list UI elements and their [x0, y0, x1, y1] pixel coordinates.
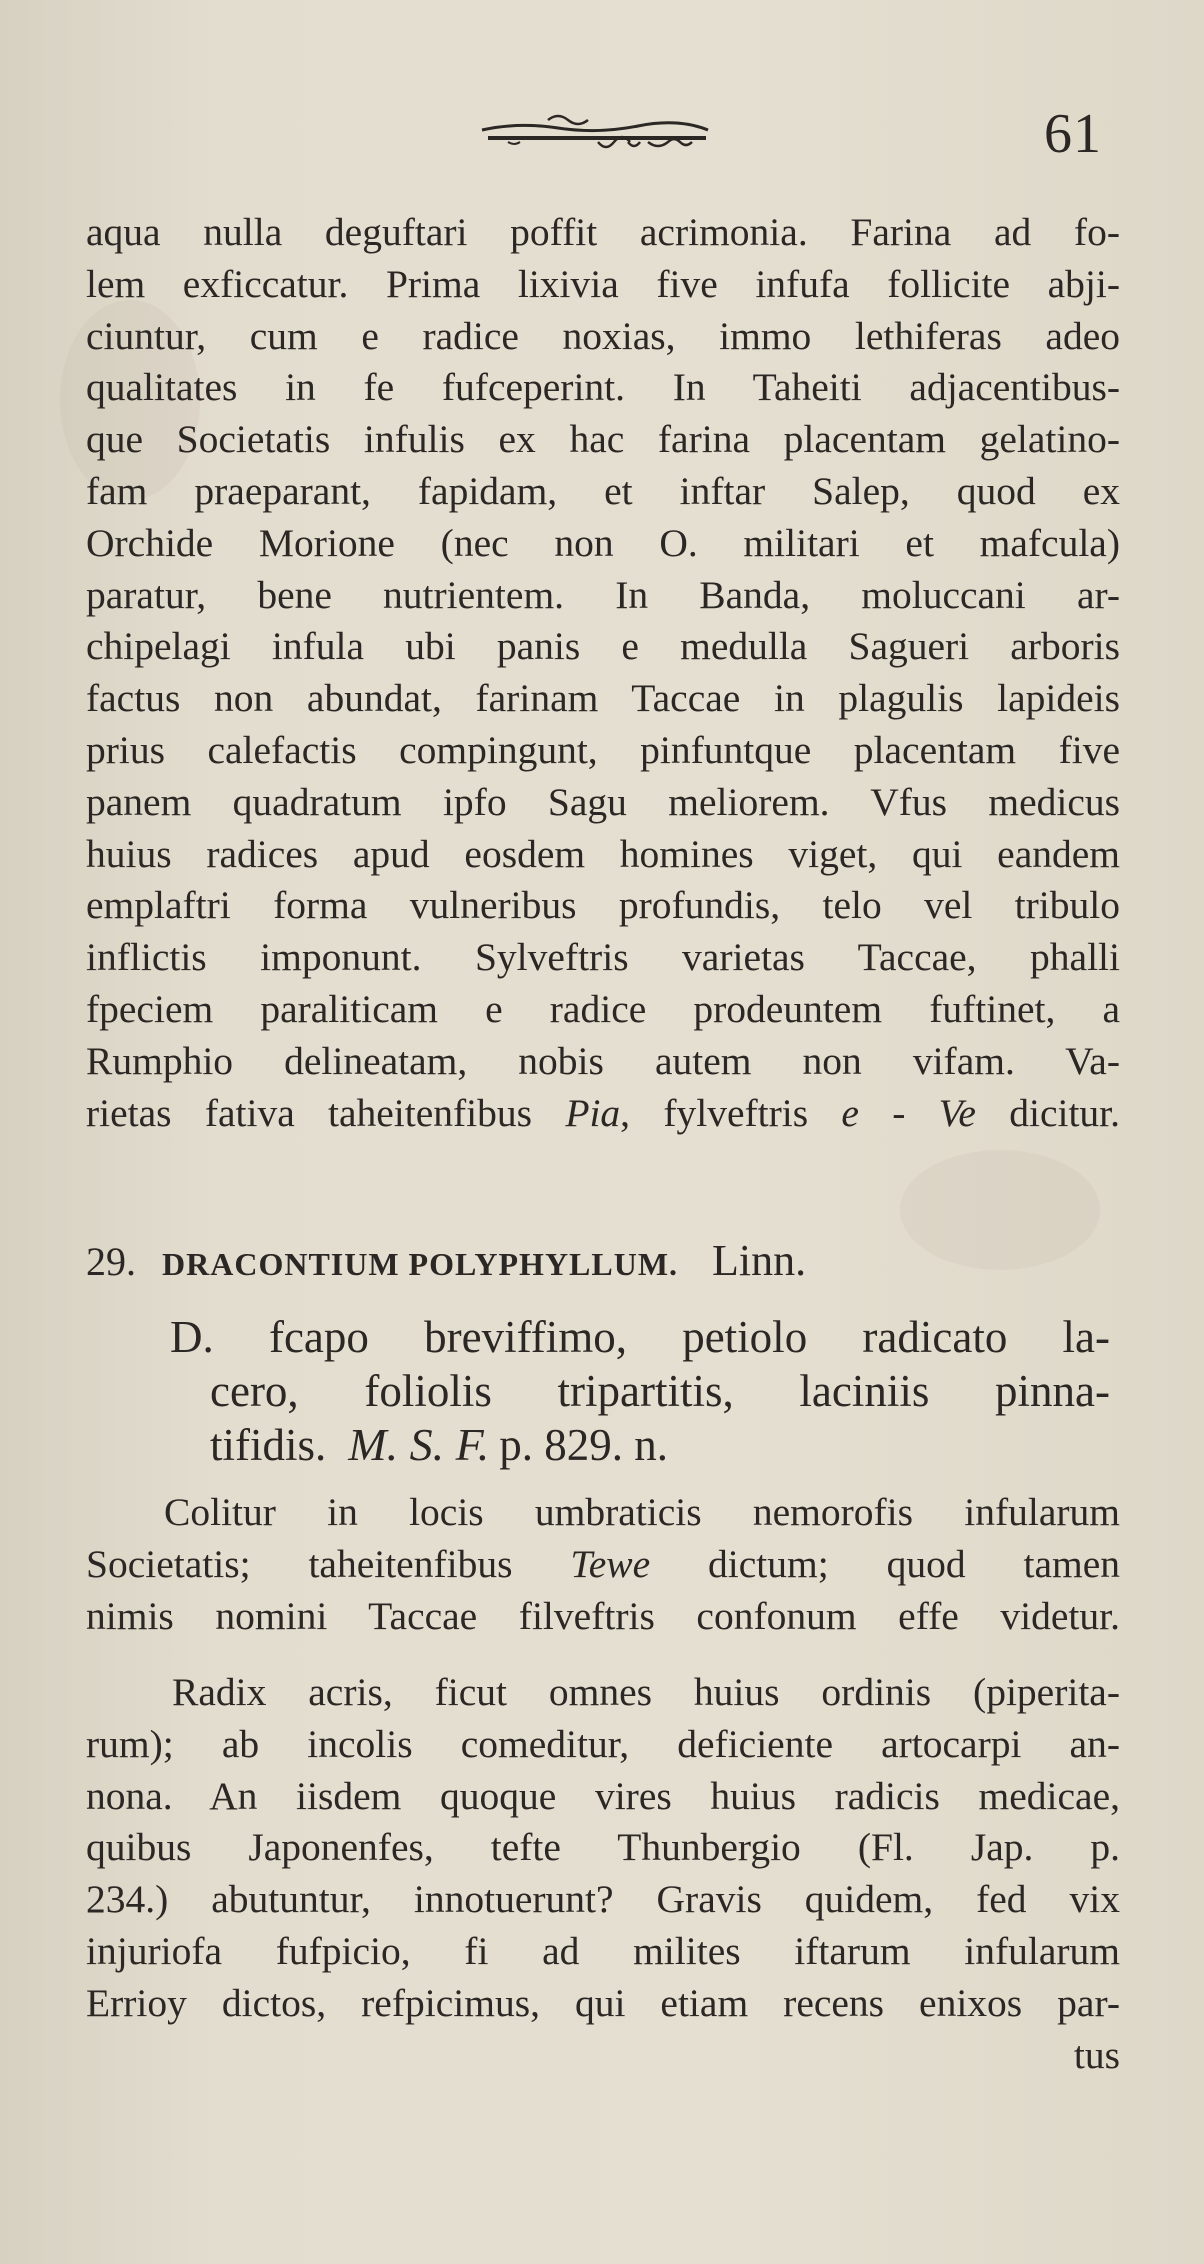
text-line: paratur, bene nutrientem. In Banda, moluccani ar- [86, 572, 1120, 617]
text-line: que Societatis infulis ex hac farina placentam gelatino- [86, 417, 1120, 462]
text-line [86, 1539, 1120, 1591]
paragraph-tacca [86, 207, 1120, 1139]
text-line: huius radices apud eosdem homines viget, qui eandem [86, 831, 1120, 876]
page-reference: p. 829. n. [499, 1420, 669, 1470]
text-fragment: rietas fativa taheitenfibus [86, 1090, 533, 1135]
text-line-final [86, 1088, 1120, 1140]
page-number: 61 [1044, 103, 1102, 165]
text-line: aqua nulla deguftari poffit acrimonia. Farina ad fo- [86, 210, 1120, 254]
text-line: fam praeparant, fapidam, et inftar Salep, quod ex [86, 468, 1120, 513]
text-line: panem quadratum ipfo Sagu meliorem. Vfus medicus [86, 779, 1120, 824]
text-line: prius calefactis compingunt, pinfuntque placentam five [86, 727, 1120, 772]
page-header [0, 100, 1204, 170]
text-line: Orchide Morione (nec non O. militari et mafcula) [86, 520, 1120, 565]
text-line: nimis nomini Taccae filveftris confonum effe videtur. [86, 1593, 1120, 1638]
diagnosis-line: cero, foliolis tripartitis, laciniis pinna- [210, 1366, 1110, 1416]
species-heading [86, 1235, 1120, 1286]
text-line: qualitates in fe fufceperint. In Taheiti adjacentibus- [86, 365, 1120, 410]
text-line: 234.) abutuntur, innotuerunt? Gravis quidem, fed vix [86, 1877, 1120, 1922]
diagnosis-line: D. fcapo breviffimo, petiolo radicato la- [170, 1312, 1110, 1362]
text-fragment: , fylveftris [620, 1090, 809, 1135]
text-line: factus non abundat, farinam Taccae in plagulis lapideis [86, 676, 1120, 721]
native-name-tewe: Tewe [570, 1541, 651, 1586]
text-line: lem exficcatur. Prima lixivia five infufa follicite abji- [86, 261, 1120, 306]
species-number: 29. [86, 1239, 136, 1284]
text-line: emplaftri forma vulneribus profundis, telo vel tribulo [86, 883, 1120, 928]
native-name-eve: e - Ve [841, 1090, 976, 1135]
manuscript-reference: M. S. F. [348, 1419, 490, 1470]
text-fragment: dictum; quod tamen [708, 1541, 1120, 1586]
species-name: DRACONTIUM POLYPHYLLUM. [162, 1246, 679, 1282]
text-fragment: tifidis. [210, 1420, 327, 1470]
text-line: rum); ab incolis comeditur, deficiente artocarpi an- [86, 1721, 1120, 1766]
text-line: quibus Japonenfes, tefte Thunbergio (Fl. Jap. p. [86, 1825, 1120, 1870]
native-name-pia: Pia [565, 1090, 621, 1135]
diagnosis-line-final [210, 1418, 1110, 1472]
paragraph-root [86, 1667, 1120, 2081]
text-line: injuriofa fufpicio, fi ad milites iftarum infularum [86, 1928, 1120, 1973]
species-diagnosis [170, 1310, 1110, 1472]
paragraph-habitat [86, 1487, 1120, 1642]
text-line: fpeciem paraliticam e radice prodeuntem fuftinet, a [86, 986, 1120, 1031]
ornament-flourish-icon [478, 110, 712, 154]
text-line: inflictis imponunt. Sylveftris varietas Taccae, phalli [86, 935, 1120, 980]
text-line: Rumphio delineatam, nobis autem non vifam. Va- [86, 1038, 1120, 1083]
text-line: Errioy dictos, refpicimus, qui etiam recens enixos par- [86, 1980, 1120, 2025]
text-fragment: Societatis; taheitenfibus [86, 1541, 513, 1586]
text-line: ciuntur, cum e radice noxias, immo lethiferas adeo [86, 313, 1120, 358]
text-fragment: dicitur. [1009, 1090, 1121, 1135]
text-line: chipelagi infula ubi panis e medulla Sagueri arboris [86, 624, 1120, 669]
species-author: Linn. [712, 1236, 807, 1285]
text-line: Radix acris, ficut omnes huius ordinis (piperita- [172, 1670, 1120, 1714]
text-line: nona. An iisdem quoque vires huius radicis medicae, [86, 1773, 1120, 1818]
text-line: Colitur in locis umbraticis nemorofis infularum [164, 1490, 1120, 1534]
catchword: tus [1073, 2032, 1120, 2077]
